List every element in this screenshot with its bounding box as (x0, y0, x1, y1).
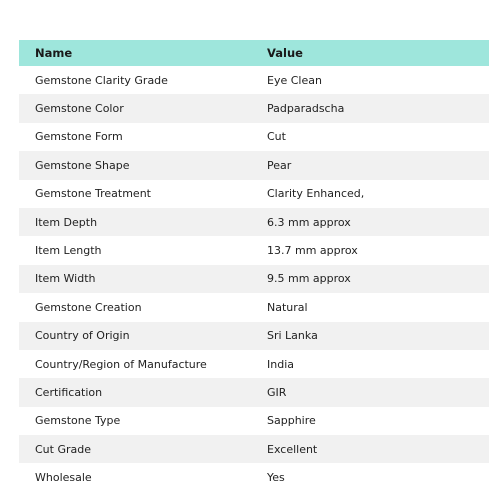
row-value-cell: Sapphire (267, 414, 316, 428)
table-row (19, 350, 489, 378)
row-name-cell: Gemstone Treatment (35, 187, 151, 201)
specifications-table-container (19, 40, 489, 492)
row-name-cell: Cut Grade (35, 442, 91, 456)
row-name-cell: Country/Region of Manufacture (35, 357, 207, 371)
table-body (19, 66, 489, 492)
table-row (19, 435, 489, 463)
row-value-cell: Yes (267, 471, 285, 485)
row-name-cell: Gemstone Creation (35, 300, 142, 314)
table-header-row (19, 40, 489, 66)
table-row (19, 208, 489, 236)
table-row (19, 322, 489, 350)
row-value-cell: Excellent (267, 442, 318, 456)
row-value-cell: GIR (267, 385, 287, 399)
row-value-cell: Pear (267, 158, 292, 172)
specifications-table (19, 40, 489, 492)
table-header (19, 40, 489, 66)
row-name-cell: Gemstone Clarity Grade (35, 73, 168, 87)
table-row (19, 236, 489, 264)
row-value-cell: Eye Clean (267, 73, 322, 87)
row-name-cell: Gemstone Shape (35, 158, 130, 172)
table-row (19, 378, 489, 406)
column-header-value: Value (251, 40, 489, 66)
table-row (19, 94, 489, 122)
row-value-cell: 13.7 mm approx (267, 244, 358, 258)
table-row (19, 180, 489, 208)
table-row (19, 463, 489, 491)
row-name-cell: Wholesale (35, 471, 92, 485)
row-value-cell: Sri Lanka (267, 329, 318, 343)
table-row (19, 293, 489, 321)
table-row (19, 407, 489, 435)
row-value-cell: Natural (267, 300, 308, 314)
table-row (19, 66, 489, 94)
row-name-cell: Item Depth (35, 215, 98, 229)
row-name-cell: Gemstone Form (35, 130, 123, 144)
row-value-cell: Cut (267, 130, 286, 144)
row-name-cell: Item Length (35, 244, 102, 258)
row-value-cell: 9.5 mm approx (267, 272, 351, 286)
table-row (19, 123, 489, 151)
row-name-cell: Gemstone Type (35, 414, 121, 428)
row-value-cell: Padparadscha (267, 102, 345, 116)
column-header-name: Name (19, 40, 251, 66)
row-name-cell: Certification (35, 385, 103, 399)
table-row (19, 265, 489, 293)
row-value-cell: 6.3 mm approx (267, 215, 351, 229)
row-name-cell: Item Width (35, 272, 96, 286)
row-value-cell: India (267, 357, 294, 371)
row-name-cell: Gemstone Color (35, 102, 124, 116)
table-row (19, 151, 489, 179)
row-value-cell: Clarity Enhanced, (267, 187, 365, 201)
row-name-cell: Country of Origin (35, 329, 130, 343)
